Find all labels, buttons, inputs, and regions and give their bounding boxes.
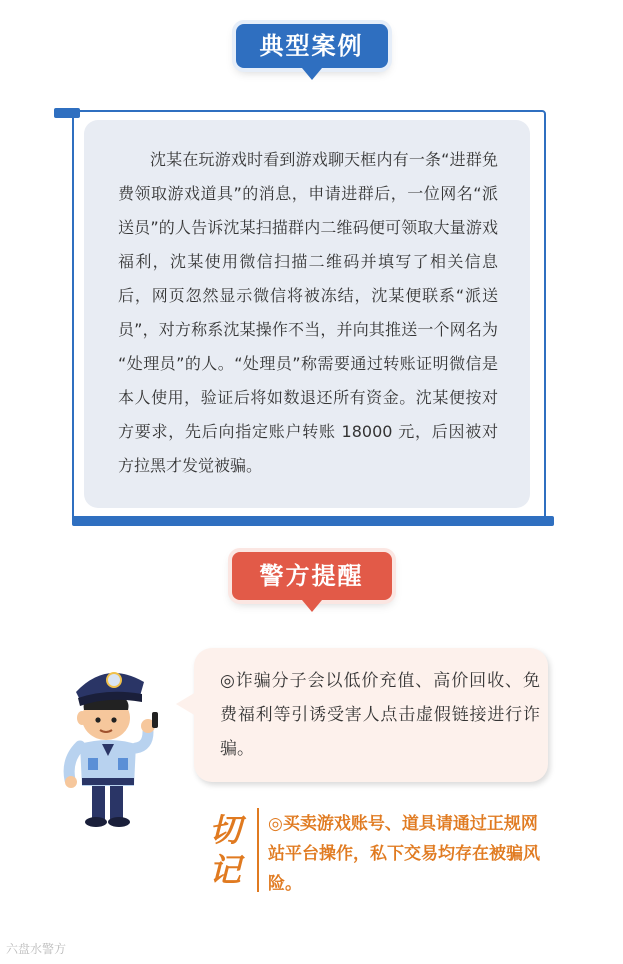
qieji-char-2: 记 xyxy=(208,851,241,889)
case-title-badge: 典型案例 xyxy=(236,24,388,68)
alert-bubble-text: ◎诈骗分子会以低价充值、高价回收、免费福利等引诱受害人点击虚假链接进行诈骗。 xyxy=(220,671,540,759)
note-divider xyxy=(257,808,259,892)
alert-title-badge: 警方提醒 xyxy=(232,552,392,600)
qieji-char-1: 切 xyxy=(208,811,241,849)
watermark: 六盘水警方 xyxy=(6,942,67,956)
case-body-text: 沈某在玩游戏时看到游戏聊天框内有一条“进群免费领取游戏道具”的消息，申请进群后，一位网名“派送员”的人告诉沈某扫描群内二维码便可领取大量游戏福利，沈某使用微信扫描二维码并填写了相关信息后，网页忽然显示微信将被冻结，沈某便联系“派送员”，对方称系沈某操作不当，并向其推送一个网名为 “处理员”的人。“处理员”称需要通过转账证明微信是本人使用，验证后将如数退还所有资金。沈某便按对方要求，先后向指定账户转账 18000 元，后因被对方拉黑才发觉被骗。 xyxy=(118,150,498,475)
case-frame-bar xyxy=(72,516,554,526)
note-text: ◎买卖游戏账号、道具请通过正规网站平台操作，私下交易均存在被骗风险。 xyxy=(268,814,540,894)
police-officer-icon xyxy=(48,652,168,828)
qieji-label xyxy=(203,810,247,890)
